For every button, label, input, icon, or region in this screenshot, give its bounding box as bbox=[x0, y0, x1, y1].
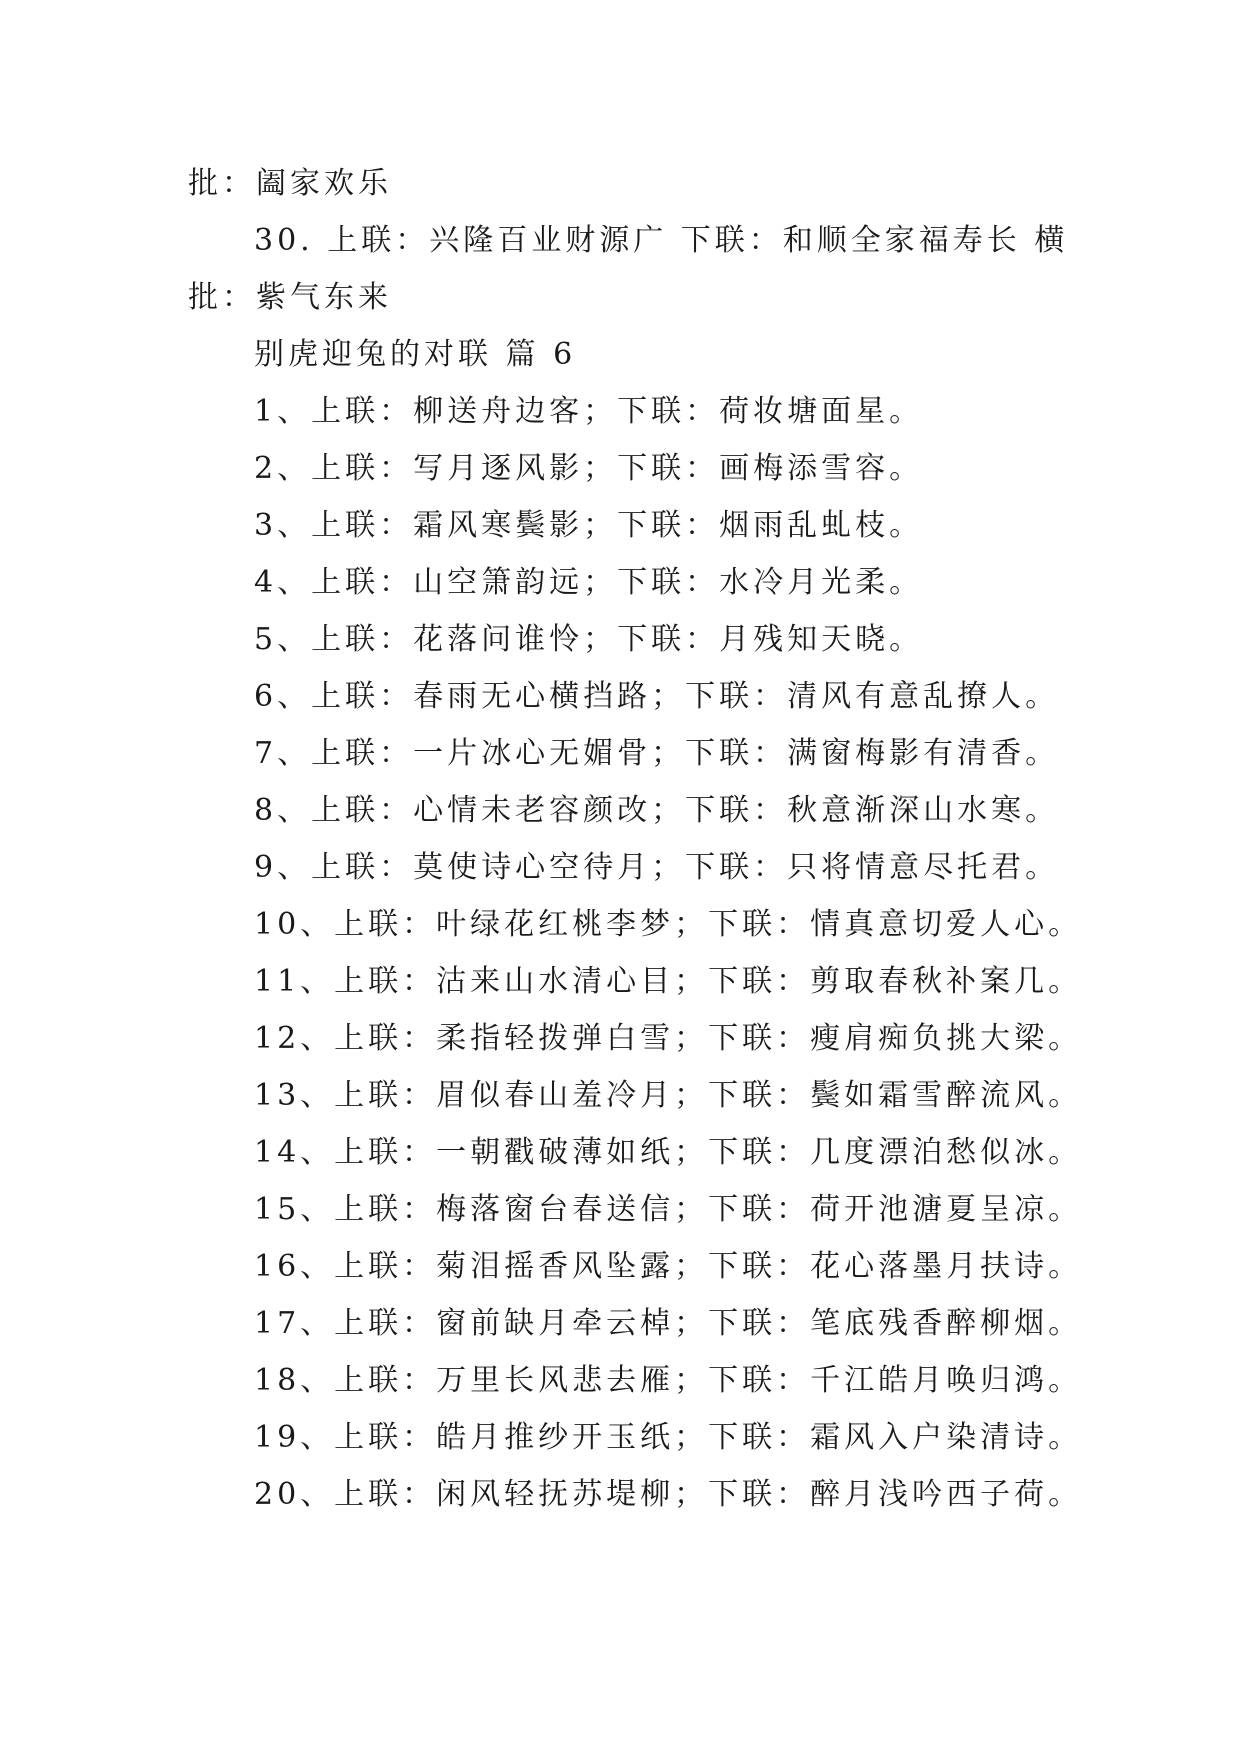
couplet-line: 7、上联：一片冰心无媚骨；下联：满窗梅影有清香。 bbox=[254, 736, 1060, 771]
couplet-line: 17、上联：窗前缺月牵云棹；下联：笔底残香醉柳烟。 bbox=[254, 1306, 1083, 1341]
text-line-couplet-30: 30. 上联：兴隆百业财源广 下联：和顺全家福寿长 横 bbox=[254, 223, 1069, 258]
couplet-line: 8、上联：心情未老容颜改；下联：秋意渐深山水寒。 bbox=[254, 793, 1060, 828]
section-heading: 别虎迎兔的对联 篇 6 bbox=[254, 337, 577, 372]
couplet-line: 6、上联：春雨无心横挡路；下联：清风有意乱撩人。 bbox=[254, 679, 1060, 714]
couplet-line: 1、上联：柳送舟边客；下联：荷妆塘面星。 bbox=[254, 394, 924, 429]
text-line-hengpi-1: 批：阖家欢乐 bbox=[188, 166, 392, 201]
couplet-line: 3、上联：霜风寒鬓影；下联：烟雨乱虬枝。 bbox=[254, 508, 924, 543]
couplet-line: 9、上联：莫使诗心空待月；下联：只将情意尽托君。 bbox=[254, 850, 1060, 885]
couplet-line: 20、上联：闲风轻抚苏堤柳；下联：醉月浅吟西子荷。 bbox=[254, 1477, 1083, 1512]
couplet-line: 16、上联：菊泪摇香风坠露；下联：花心落墨月扶诗。 bbox=[254, 1249, 1083, 1284]
couplet-line: 14、上联：一朝戳破薄如纸；下联：几度漂泊愁似冰。 bbox=[254, 1135, 1083, 1170]
couplet-line: 13、上联：眉似春山羞冷月；下联：鬓如霜雪醉流风。 bbox=[254, 1078, 1083, 1113]
couplet-line: 4、上联：山空箫韵远；下联：水冷月光柔。 bbox=[254, 565, 924, 600]
couplet-line: 10、上联：叶绿花红桃李梦；下联：情真意切爱人心。 bbox=[254, 907, 1083, 942]
couplet-line: 12、上联：柔指轻拨弹白雪；下联：瘦肩痴负挑大梁。 bbox=[254, 1021, 1083, 1056]
couplet-line: 5、上联：花落问谁怜；下联：月残知天晓。 bbox=[254, 622, 924, 657]
couplet-line: 11、上联：沽来山水清心目；下联：剪取春秋补案几。 bbox=[254, 964, 1083, 999]
text-line-hengpi-2: 批：紫气东来 bbox=[188, 280, 392, 315]
couplet-line: 15、上联：梅落窗台春送信；下联：荷开池溏夏呈凉。 bbox=[254, 1192, 1083, 1227]
couplet-line: 19、上联：皓月推纱开玉纸；下联：霜风入户染清诗。 bbox=[254, 1420, 1083, 1455]
couplet-line: 18、上联：万里长风悲去雁；下联：千江皓月唤归鸿。 bbox=[254, 1363, 1083, 1398]
couplet-line: 2、上联：写月逐风影；下联：画梅添雪容。 bbox=[254, 451, 924, 486]
